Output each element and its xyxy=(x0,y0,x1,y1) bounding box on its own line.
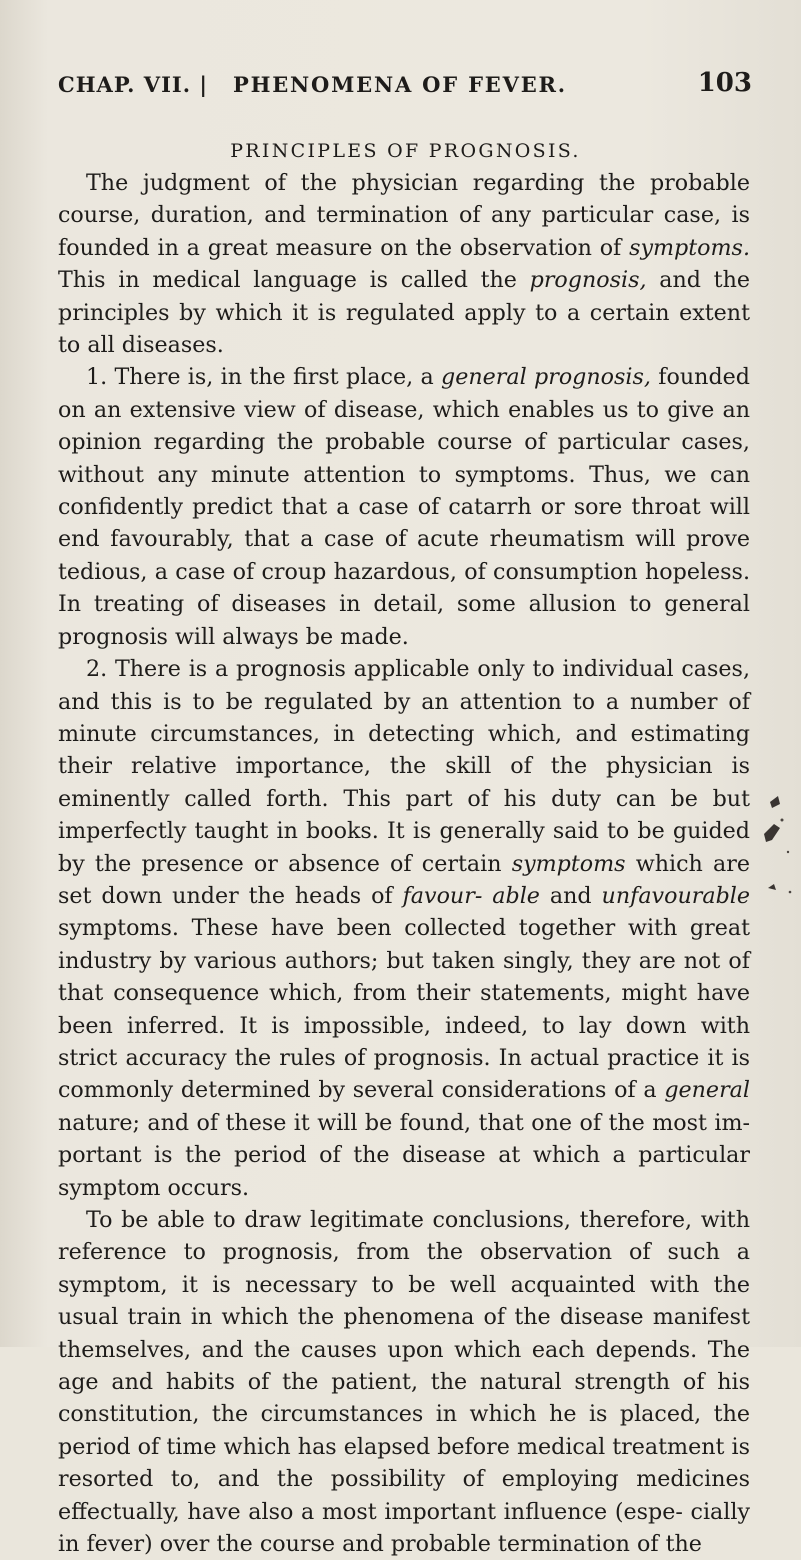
running-title: PHENOMENA OF FEVER. xyxy=(233,72,567,97)
text-run: 2. There is a prognosis applicable only to individual cases, and this is to be regulated by an attention to a number of minute circumstances, in detecting which, and estimating their relative importance, the skill of the physician is eminently called forth. This part of his duty can be but imperfectly taught in books. It is generally said to be guided by the presence or absence of certain xyxy=(58,656,750,877)
text-run: symptoms. These have been collected together with great industry by various authors; but taken singly, they are not of that consequence which, from their statements, might have been inferred. It is impossible, indeed, to lay down with strict accuracy the rules of prognosis. In actual practice it is commonly determined by several considerations of a xyxy=(58,915,750,1104)
ink-dot-1 xyxy=(781,819,784,822)
text-run: nature; and of these it will be found, that one of the most im- portant is the period of the disease at which a particular symptom occurs. xyxy=(58,1109,750,1201)
text-run: and the principles by which it is regulated apply to a certain extent to all diseases. xyxy=(58,267,750,359)
page-number: 103 xyxy=(697,68,752,98)
ink-mark-1 xyxy=(770,796,780,808)
margin-ink-marks xyxy=(758,794,798,904)
text-run: The judgment of the physician regarding the probable course, duration, and termination of any particular case, is founded in a great measure on the observation of xyxy=(58,170,750,261)
text-run: and xyxy=(539,882,602,909)
text-run: This in medical language is called the xyxy=(58,267,530,294)
text-run: which are set down under the heads of xyxy=(58,850,750,909)
section-title xyxy=(0,140,801,162)
paragraph-intro xyxy=(58,167,750,361)
italic-term: favour- able xyxy=(402,882,540,909)
body-text xyxy=(58,167,750,1560)
italic-term: symptoms xyxy=(511,850,626,877)
italic-term: symptoms. xyxy=(629,234,750,261)
paragraph-individual-prognosis xyxy=(58,653,750,1204)
italic-term: prognosis, xyxy=(529,267,647,294)
text-run: founded on an extensive view of disease, which enables us to give an opinion regarding the probable course of particular cases, without any minute attention to symptoms. Thus, we can confidently predict that a case of catarrh or sore throat will end favourably, that a case of acute rheumatism will prove tedious, a case of croup hazardous, of consumption hopeless. In treating of diseases in detail, some allusion to general prognosis will always be made. xyxy=(58,364,750,650)
text-run: 1. There is, in the first place, a xyxy=(86,364,442,391)
ink-dot-2 xyxy=(787,851,789,853)
ink-mark-2 xyxy=(764,824,780,842)
paragraph-general-prognosis xyxy=(58,361,750,653)
ink-dot-3 xyxy=(789,891,792,894)
paragraph-legitimate-conclusions xyxy=(58,1204,750,1560)
section-title-text: PRINCIPLES OF PROGNOSIS. xyxy=(230,140,581,162)
running-head xyxy=(58,68,752,106)
italic-term: unfavourable xyxy=(601,882,750,909)
italic-term: general xyxy=(664,1077,750,1104)
italic-term: general prognosis, xyxy=(441,364,651,391)
text-run: To be able to draw legitimate conclusions, therefore, with reference to prognosis, from the observation of such a symptom, it is necessary to be well acquainted with the usual train in which the phenomena of the disease manifest themselves, and the causes upon which each depends. The age and habits of the patient, the natural strength of his constitution, the circumstances in which he is placed, the period of time which has elapsed before medical treatment is resorted to, and the possibility of employing medicines effectually, have also a most important influence (espe- cially in fever) over the course and probable termination of the xyxy=(58,1207,750,1558)
ink-mark-3 xyxy=(768,884,776,890)
chapter-label: CHAP. VII. | xyxy=(58,72,208,97)
